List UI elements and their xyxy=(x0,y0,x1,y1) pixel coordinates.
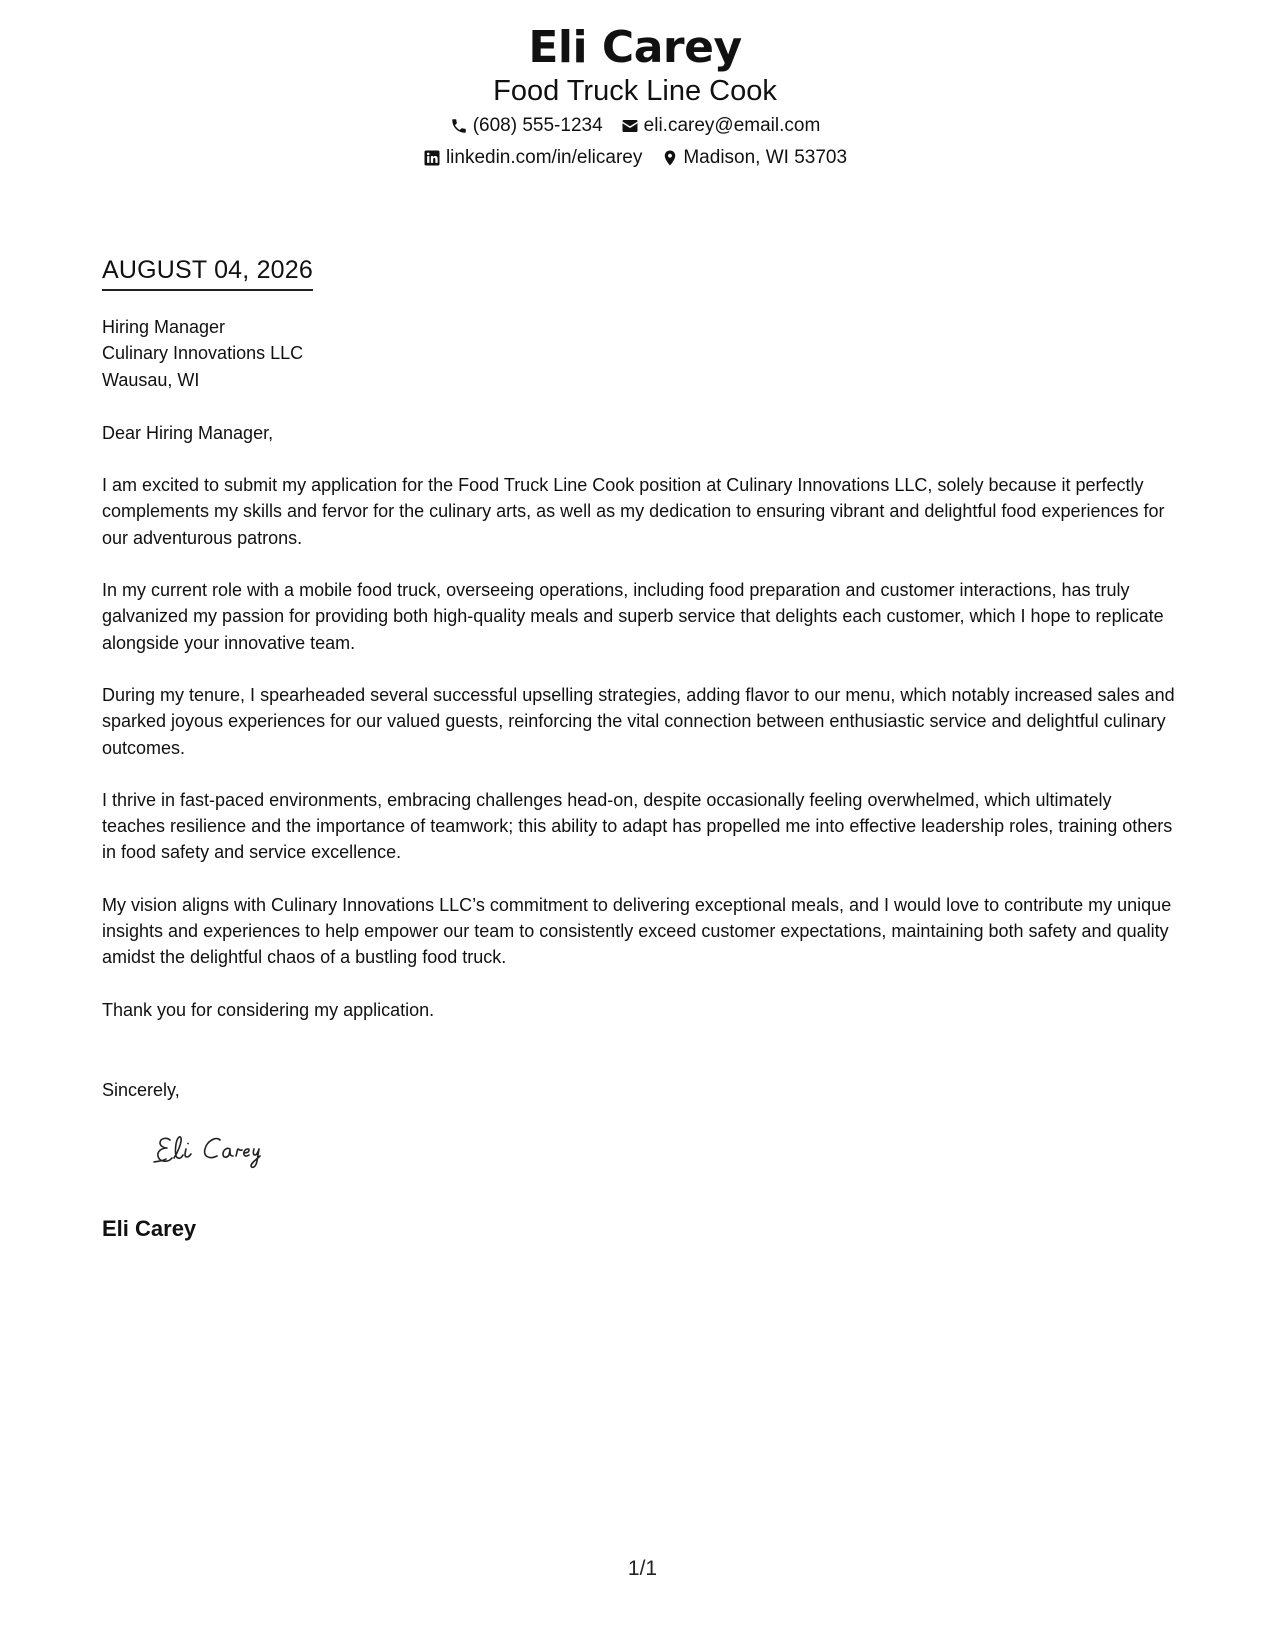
contact-row-primary xyxy=(0,114,1275,138)
closing-line: Thank you for considering my application. xyxy=(102,999,435,1020)
contact-linkedin xyxy=(423,146,642,170)
paragraph-4: I thrive in fast-paced environments, embracing challenges head-on, despite occasionally feeling overwhelmed, which ultimately teaches resilience and the importance of teamwork; this ability to adapt has propelled me into effective leadership roles, training others in food safety and service excellence. xyxy=(102,789,1173,863)
phone-icon xyxy=(450,117,469,136)
contact-phone xyxy=(450,114,603,138)
recipient-block xyxy=(102,314,1177,393)
paragraph-3: During my tenure, I spearheaded several successful upselling strategies, adding flavor to our menu, which notably increased sales and sparked joyous experiences for our valued guests, reinforcing the vital connection between enthusiastic service and delightful culinary outcomes. xyxy=(102,684,1175,758)
location-text: Madison, WI 53703 xyxy=(683,147,848,168)
contact-email xyxy=(621,114,821,138)
recipient-company: Culinary Innovations LLC xyxy=(102,343,304,364)
phone-text: (608) 555-1234 xyxy=(472,115,603,136)
contact-location xyxy=(660,146,847,170)
applicant-name: Eli Carey xyxy=(528,22,742,73)
envelope-icon xyxy=(621,117,640,136)
letter-date-block xyxy=(102,254,313,291)
page-number: 1/1 xyxy=(627,1557,658,1580)
salutation: Dear Hiring Manager, xyxy=(102,422,274,443)
letter-body xyxy=(102,314,1177,1023)
contact-row-secondary xyxy=(0,146,1275,170)
applicant-role: Food Truck Line Cook xyxy=(493,75,777,107)
recipient-location: Wausau, WI xyxy=(102,369,200,390)
paragraph-5: My vision aligns with Culinary Innovations LLC’s commitment to delivering exceptional meals, and I would love to contribute my unique insights and experiences to help empower our team to consistently exceed customer expectations, maintaining both safety and quality amidst the delightful chaos of a bustling food truck. xyxy=(102,894,1172,968)
letter-date: AUGUST 04, 2026 xyxy=(102,254,313,291)
map-marker-icon xyxy=(660,149,679,168)
email-text[interactable]: eli.carey@email.com xyxy=(643,115,821,136)
linkedin-text[interactable]: linkedin.com/in/elicarey xyxy=(445,147,643,168)
signer-name: Eli Carey xyxy=(102,1216,197,1241)
paragraph-1: I am excited to submit my application for the Food Truck Line Cook position at Culinary Innovations LLC, solely because it perfectly complements my skills and fervor for the culinary arts, as well as my dedication to ensuring vibrant and delightful food experiences for our adventurous patrons. xyxy=(102,475,1165,548)
paragraph-2: In my current role with a mobile food truck, overseeing operations, including food preparation and customer interactions, has truly galvanized my passion for providing both high-quality meals and superb service that delights each customer, which I hope to replicate alongside your innovative team. xyxy=(102,580,1164,653)
linkedin-icon xyxy=(423,149,442,168)
signoff: Sincerely, xyxy=(102,1080,180,1100)
handwritten-signature xyxy=(150,1128,320,1178)
letter-header xyxy=(0,22,1275,170)
recipient-title: Hiring Manager xyxy=(102,317,226,337)
